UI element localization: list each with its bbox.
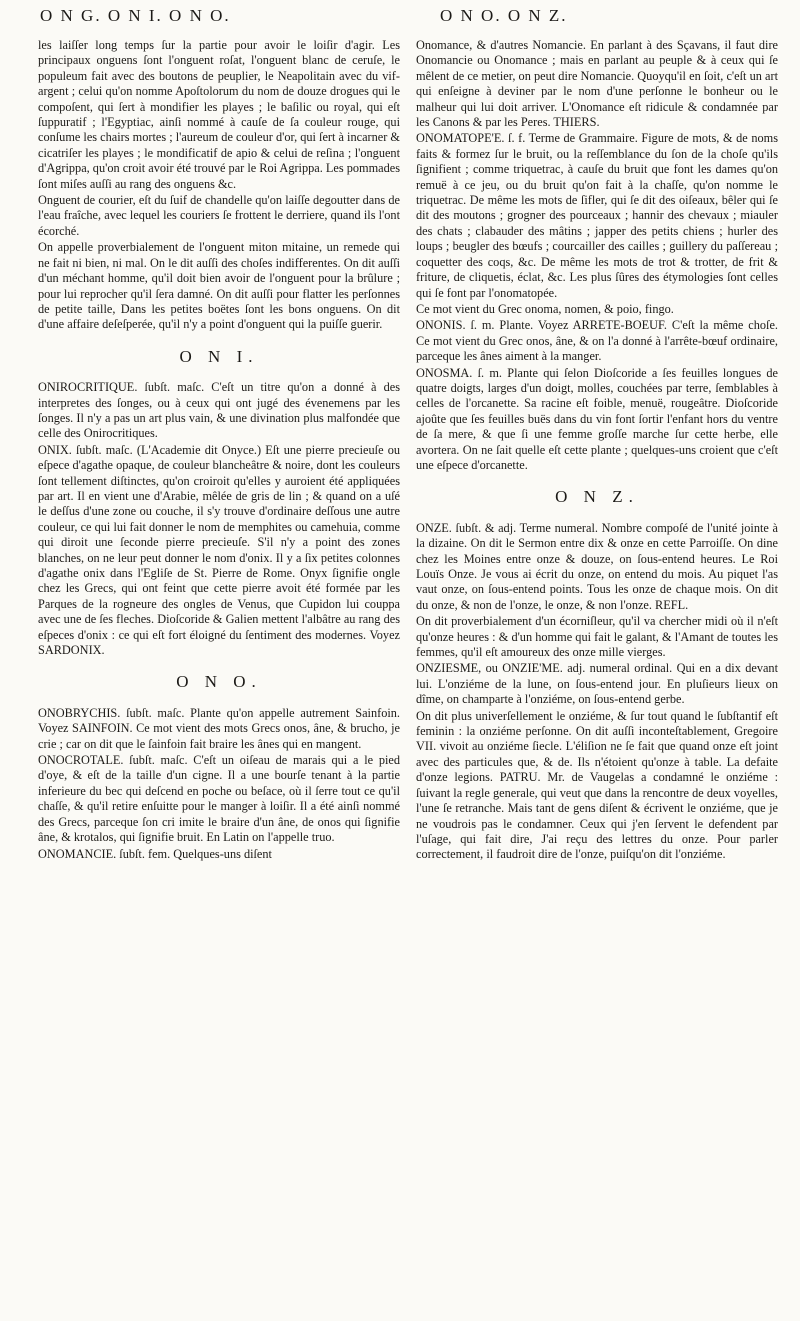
entry-onomancie: ONOMANCIE. ſubſt. fem. Quelques-uns diſent — [38, 846, 272, 861]
section-heading-onz: O N Z. — [555, 487, 639, 507]
entry-onocrotale: ONOCROTALE. ſubſt. maſc. C'eſt un oiſeau de marais qui a le pied d'oye, & eſt de la taille d'un cigne. Il a une bourſe tenant à la partie inferieure du bec qui deſcend en poche ou beſace, où il ſerre tout ce qu'il chaſſe, & qu'il retire enſuitte pour le manger à loiſir. Il a été ainſi nommé des Grecs, parceque ſon cri imite le braire d'un âne, de onos qui ſignifie âne, & krotalos, qui ſignifie bruit. En Latin on l'appelle truo. — [38, 753, 400, 845]
entry-text: On dit proverbialement d'un écorniſleur, qu'il va chercher midi où il n'eſt qu'onze heures : & d'un homme qui fait le galant, & l'Amant de toutes les femmes, qu'il eſt amoureux des onze mille vierges. — [416, 614, 778, 660]
entry-ononis: ONONIS. ſ. m. Plante. Voyez ARRETE-BOEUF. C'eſt la même choſe. Ce mot vient du Grec onos, âne, & on l'a donné à l'arrête-bœuf ordinaire, parceque les ânes aiment à la manger. — [416, 318, 778, 364]
entry-onze: ONZE. ſubſt. & adj. Terme numeral. Nombre compoſé de l'unité jointe à la dizaine. On dit le Sermon entre dix & onze en cette Parroiſſe. On dine chez les Moines entre onze & douze, on ſous-entend heures. Le Roi Louïs Onze. Je vous ai écrit du onze, on entend du mois. Au piquet l'as vaut onze, on ſous-entend points. Tous les onze de chaque mois. On dit du onze, & non de l'onze, le onze, & non l'onze. REFL. — [416, 520, 778, 612]
running-head-left: O N G. O N I. O N O. — [40, 6, 231, 25]
entry-text: Onguent de courier, eſt du ſuif de chandelle qu'on laiſſe degoutter dans de l'eau fraîche, avec lequel les couriers ſe frottent le derriere, quand ils l'ont écorché. — [38, 193, 400, 238]
running-header — [0, 6, 800, 34]
right-column — [416, 38, 778, 1313]
entry-onirocritique: ONIROCRITIQUE. ſubſt. maſc. C'eſt un titre qu'on a donné à des interpretes des ſonges, ou à ceux qui ont jugé des évenemens par les ſonges. Il n'y a pas un art plus vain, & une divination plus malfondée que celle des Onirocritiques. — [38, 380, 400, 441]
running-head-right: O N O. O N Z. — [440, 6, 568, 25]
entry-onix: ONIX. ſubſt. maſc. (L'Academie dit Onyce.) Eſt une pierre precieuſe ou eſpece d'agathe opaque, de couleur blancheâtre & noire, dont les couleurs ſont tellement diſtinctes, qu'on croiroit qu'elles y auroient été appliquées par art. Il en vient une d'Arabie, mêlée de gris de lin ; & quand on a uſé le deſſus d'une zone ou couche, il s'y trouve d'ordinaire deſſous une autre couleur, ce qui lui fait donner le nom de memphites ou camehuia, comme qui diroit une ſeconde pierre precieuſe. S'il n'y a point des zones blanches, on ne leur peut donner le nom d'onix. Il y a ſix petites colonnes d'agathe onix dans l'Egliſe de St. Pierre de Rome. Onyx ſignifie ongle chez les Grecs, qui ont feint que cette pierre avoit été formée par les Parques de la rogneure des ongles de Venus, que Cupidon lui couppa avec une de ſes fleches. Dioſcoride & Galien mettent l'albâtre au rang des eſpeces d'onix : ce qui eſt fort éloigné du ſentiment des modernes. Voyez SARDONIX. — [38, 442, 400, 658]
entry-text: les laiſſer long temps ſur la partie pour avoir le loiſir d'agir. Les principaux onguens ſont l'onguent roſat, l'onguent blanc de ceruſe, le populeum fait avec des boutons de peuplier, le Neapolitain avec du vif-argent ; celui qu'on nomme Apoſtolorum du nom de douze drogues qui le compoſent, qui ſert à mondifier les playes ; le baſilic ou royal, qui eſt ſuppuratif ; l'Egyptiac, ainſi nommé à cauſe de ſa couleur rouge, qui conſume les chairs mortes ; l'aureum de couleur d'or, qui ſert à incarner & cicatriſer les playes ; le mondificatif de apio & celui de reſina ; l'onguent d'Agrippa, qu'on croit avoir été trouvé par le Roi Agrippa. Les pommades ſont miſes auſſi au rang des onguens &c. — [38, 38, 400, 191]
left-column — [38, 38, 400, 1313]
section-heading-oni: O N I. — [179, 346, 259, 366]
entry-text: On dit plus univerſellement le onziéme, & ſur tout quand le ſubſtantif eſt feminin : la onziéme perſonne. On dit auſſi inconteſtablement, Gregoire VII. vivoit au onziéme ſiecle. L'éliſion ne ſe fait que quand onze eſt joint avec des particules que, & de. Ils n'étoient qu'onze à table. La defaite d'onze legions. PATRU. Mr. de Vaugelas a condamné le onziéme : ſuivant la regle generale, qui veut que dans la rencontre de deux voyelles, l'une ſe retranche. Mais tant de gens diſent & écrivent le onziéme, que je ne voudrois pas le condamner. Ceux qui j'en ſervent le defendent par l'uſage, qui fait dire, J'ai reçu des lettres du onze. Pour parler correctement, il faudroit dire de l'onze, puiſqu'on dit l'onziéme. — [416, 708, 778, 862]
entry-text: On appelle proverbialement de l'onguent miton mitaine, un remede qui ne fait ni bien, ni mal. On le dit auſſi des choſes indifferentes. On dit auſſi d'un méchant homme, qu'il doit bien avoir de l'onguent pour la brûlure ; pour lui reprocher qu'il ſera damné. On dit auſſi pour flatter les perſonnes de petite taille, Dans les petites boëtes ſont les bons onguens. On dit d'une affaire deſeſperée, qu'il n'y a point d'onguent qui la puiſſe guerir. — [38, 240, 400, 332]
entry-onziesme: ONZIESME, ou ONZIE'ME. adj. numeral ordinal. Qui en a dix devant lui. L'onziéme de la lune, on ſous-entend jour. En pluſieurs lieux on dîme, on champarte à l'onziéme, on ſous-entend gerbe. — [416, 661, 778, 707]
entry-onosma: ONOSMA. ſ. m. Plante qui ſelon Dioſcoride a ſes feuilles longues de quatre doigts, larges d'un doigt, molles, couchées par terre, ſemblables à celles de l'orcanette. Sa racine eſt foible, menuë, rougeâtre. Dioſcoride ajoûte que ſes feuilles buës dans du vin font ſortir l'enfant hors du ventre de ſa mere, & que ſi une femme groſſe marche ſur cette herbe, elle avortera. On ne ſait quelle eſt cette plante ; quelques-uns croient que c'eſt une eſpece d'orcanette. — [416, 365, 778, 472]
entry-onomatopee: ONOMATOPE'E. ſ. f. Terme de Grammaire. Figure de mots, & de noms faits & formez ſur le bruit, ou la reſſemblance du ſon de la choſe qu'ils ſignifient ; comme triquetrac, à cauſe du bruit que font les dames qu'on remuë à ce jeu, ou du bruit qu'on fait à la chaſſe, qu'on nomme le triquetrac. De même les mots de ſifler, qui ſe dit des oiſeaux, bêler qui ſe dit des moutons ; grogner des pourceaux ; hannir des chevaux ; miauler des chats ; clabauder des mâtins ; japper des petits chiens ; hurler des loups ; beugler des bœufs ; courcailler des cailles ; guillery du paſſereau ; coquetter des coqs, &c. De même les mots de trot & trotter, de frit & friture, de cliquetis, éclat, &c. Les plus ſûres des étymologies ſont celles qui ſe font par l'onomatopée. — [416, 131, 778, 300]
entry-onobrychis: ONOBRYCHIS. ſubſt. maſc. Plante qu'on appelle autrement Sainfoin. Voyez SAINFOIN. Ce mot vient des mots Grecs onos, âne, & brucho, je crie ; car on dit que le ſainfoin fait braire les ânes qui en mangent. — [38, 705, 400, 751]
entry-text: Ce mot vient du Grec onoma, nomen, & poio, fingo. — [416, 301, 674, 316]
entry-text: Onomance, & d'autres Nomancie. En parlant à des Sçavans, il faut dire Onomancie ou Onomance ; mais en parlant au peuple & à ceux qui ſe mêlent de ce metier, on peut dire Nomancie. Quoyqu'il en ſoit, c'eſt un art qui enſeigne à deviner par le nom d'une perſonne le bonheur ou le malheur qui lui doit arriver. L'Onomance eſt ridicule & condamnée par les Canons & par les Peres. THIERS. — [416, 38, 778, 130]
section-heading-ono: O N O. — [176, 672, 262, 692]
